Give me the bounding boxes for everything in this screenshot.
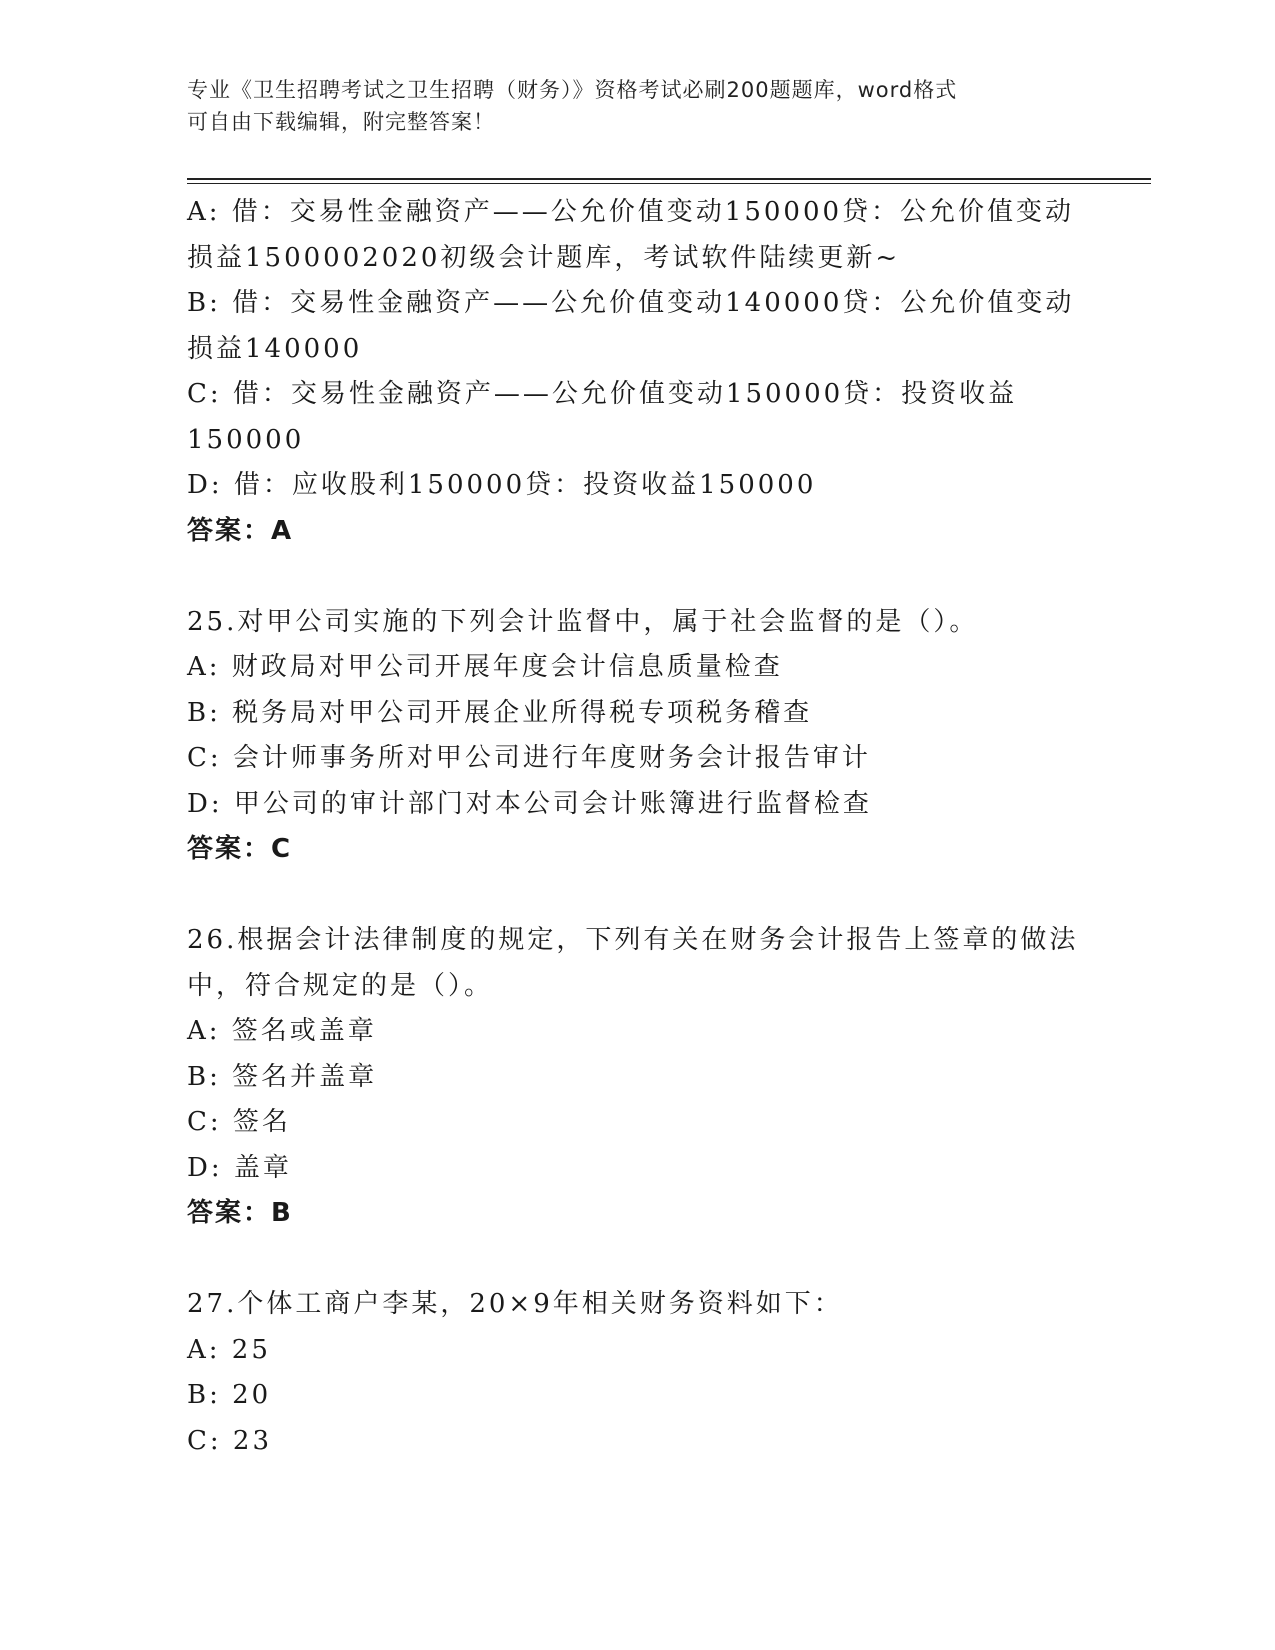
- option-a: A: 签名或盖章: [187, 1016, 377, 1046]
- question-text: 27.个体工商户李某，20×9年相关财务资料如下：: [187, 1289, 843, 1319]
- question-text: 25.对甲公司实施的下列会计监督中，属于社会监督的是（）。: [187, 606, 979, 637]
- option-d: D: 甲公司的审计部门对本公司会计账簿进行监督检查: [187, 788, 872, 819]
- spacer: [187, 554, 1087, 600]
- header-rule-thin: [187, 183, 1151, 184]
- option-c-line-1: C: 借：交易性金融资产——公允价值变动150000贷：投资收益: [187, 379, 1018, 409]
- question-25: [187, 600, 1087, 873]
- option-c: C: 会计师事务所对甲公司进行年度财务会计报告审计: [187, 743, 871, 773]
- answer-label: 答案：C: [187, 834, 293, 864]
- question-27: [187, 1282, 1087, 1464]
- question-text-line-2: 中，符合规定的是（）。: [187, 970, 494, 1001]
- option-a: A: 财政局对甲公司开展年度会计信息质量检查: [187, 652, 783, 682]
- option-d: D: 借：应收股利150000贷：投资收益150000: [187, 470, 817, 500]
- answer-label: 答案：B: [187, 1198, 293, 1228]
- option-a-line-1: A: 借：交易性金融资产——公允价值变动150000贷：公允价值变动: [187, 197, 1075, 227]
- option-b: B: 签名并盖章: [187, 1061, 378, 1092]
- option-b-line-2: 损益140000: [187, 333, 363, 364]
- option-b-line-1: B: 借：交易性金融资产——公允价值变动140000贷：公允价值变动: [187, 288, 1075, 318]
- header-line-1: 专业《卫生招聘考试之卫生招聘（财务）》资格考试必刷200题题库，word格式: [187, 78, 958, 102]
- answer-label: 答案：A: [187, 515, 294, 546]
- spacer: [187, 873, 1087, 919]
- document-header: [187, 74, 1087, 138]
- option-d: D: 盖章: [187, 1152, 292, 1183]
- option-a-line-2: 损益1500002020初级会计题库，考试软件陆续更新~: [187, 242, 901, 273]
- option-b: B: 20: [187, 1380, 272, 1410]
- header-rule-thick: [187, 178, 1151, 180]
- question-text-line-1: 26.根据会计法律制度的规定，下列有关在财务会计报告上签章的做法: [187, 925, 1079, 955]
- option-b: B: 税务局对甲公司开展企业所得税专项税务稽查: [187, 697, 813, 728]
- header-line-2: 可自由下载编辑，附完整答案！: [187, 110, 495, 134]
- option-c: C: 23: [187, 1425, 273, 1456]
- question-26: [187, 918, 1087, 1237]
- question-24: [187, 190, 1087, 554]
- option-a: A: 25: [187, 1334, 271, 1365]
- spacer: [187, 1237, 1087, 1283]
- option-c: C: 签名: [187, 1107, 291, 1137]
- option-c-line-2: 150000: [187, 424, 305, 455]
- document-body: [187, 190, 1087, 1464]
